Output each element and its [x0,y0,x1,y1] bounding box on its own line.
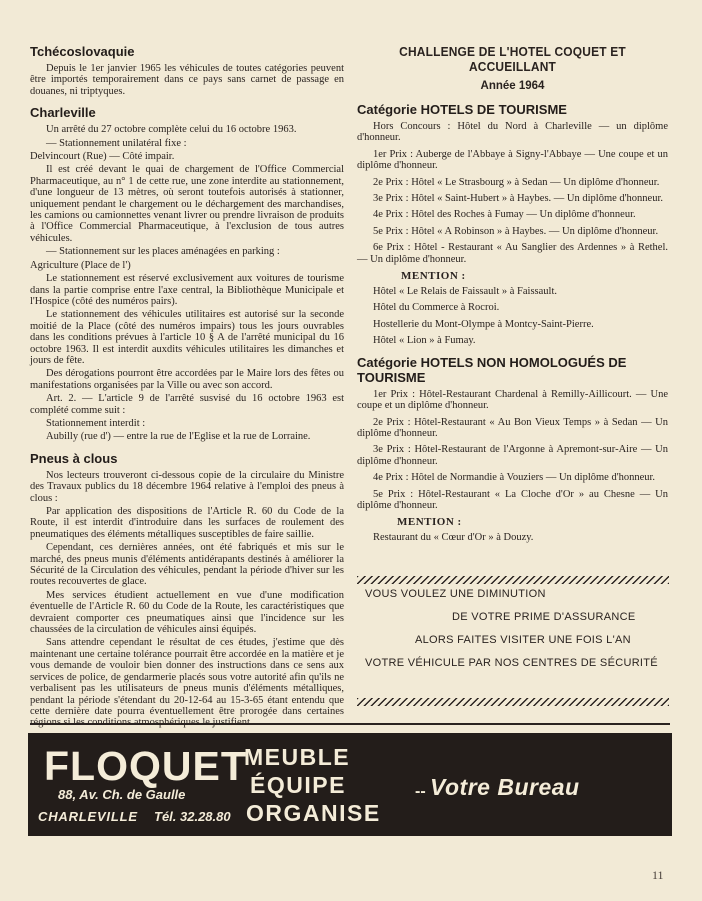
cat2-heading: Catégorie HOTELS NON HOMOLOGUÉS DE TOURISME [357,354,627,385]
charleville-p10: Art. 2. — L'article 9 de l'arrêté susvisé du 16 octobre 1963 est complété comme suit : [30,393,344,416]
pneus-heading: Pneus à clous [30,450,118,466]
advert-phone: Tél. 32.28.80 [154,809,231,824]
page-number: 11 [652,868,664,882]
cat1-mention: Hôtel du Commerce à Rocroi. [373,302,500,314]
charleville-p7: Le stationnement est réservé exclusivement aux voitures de tourisme dans la partie comprise entre l'axe central, la Bibliothèque Municipale et l'Hospice (côté des numéros pairs). [30,273,344,307]
ad-line-1: VOUS VOULEZ UNE DIMINUTION [365,588,546,600]
cat1-item: Hors Concours : Hôtel du Nord à Charleville — un diplôme d'honneur. [357,121,668,144]
cat1-item: 1er Prix : Auberge de l'Abbaye à Signy-l'Abbaye — Une coupe et un diplôme d'honneur. [357,148,668,172]
advert-word-equipe: ÉQUIPE [250,772,346,798]
cat1-item: 3e Prix : Hôtel « Saint-Hubert » à Haybes. — Un diplôme d'honneur. [373,193,664,205]
pneus-p2: Par application des dispositions de l'Article R. 60 du Code de la Route, il est interdit d'introduire dans les surfaces de roulement des pneumatiques des éléments métalliques susceptibles de faire saillie. [30,506,344,540]
cat1-heading: Catégorie HOTELS DE TOURISME [357,102,567,117]
pneus-p1: Nos lecteurs trouveront ci-dessous copie de la circulaire du Ministre des Travaux publics du 18 décembre 1964 relative à l'emploi des pneus à clous : [30,469,344,504]
cat1-item: 6e Prix : Hôtel - Restaurant « Au Sanglier des Ardennes » à Rethel. — Un diplôme d'honneur. [357,242,668,265]
advert-city: CHARLEVILLE [38,809,138,824]
pneus-p3: Cependant, ces dernières années, ont été fabriqués et mis sur le marché, des pneus munis d'éléments antidérapants destinés à améliorer la Sécurité de la Circulation des véhicules, pendant la période d'hiver sur les routes recouvertes de glace. [30,542,344,588]
ad-line-4: VOTRE VÉHICULE PAR NOS CENTRES DE SÉCURITÉ [365,657,658,669]
cat1-item: 5e Prix : Hôtel « A Robinson » à Haybes. — Un diplôme d'honneur. [373,225,659,237]
advert-dash: -- [415,783,426,800]
left-column [30,44,344,731]
cat2-item: 5e Prix : Hôtel-Restaurant « La Cloche d'Or » au Chesne — Un diplôme d'honneur. [357,488,668,511]
cat1-item: 4e Prix : Hôtel des Roches à Fumay — Un diplôme d'honneur. [373,209,636,221]
charleville-p2: — Stationnement unilatéral fixe : [46,137,187,149]
charleville-p5: — Stationnement sur les places aménagées en parking : [46,246,280,258]
charleville-heading: Charleville [30,105,96,121]
ad-border-bottom [357,698,669,706]
challenge-title: CHALLENGE DE L'HOTEL COQUET ET ACCUEILLANT [399,44,626,74]
advert-address: 88, Av. Ch. de Gaulle [58,787,186,802]
section-divider [30,723,670,725]
tchecoslovaquie-text: Depuis le 1er janvier 1965 les véhicules de toutes catégories peuvent être importés temporairement dans ce pays sans carnet de passage en douanes, ni triptyques. [30,63,344,97]
charleville-p1: Un arrêté du 27 octobre complète celui du 16 octobre 1963. [46,124,297,136]
charleville-p4: Il est créé devant le quai de chargement de l'Office Commercial Pharmaceutique, au n° 1 de cette rue, une zone interdite au stationnement, d'une longueur de 13 mètres, où seront toutefois autorisés à stationner, uniquement pendant le chargement ou le déchargement des marchandises, les camions ou camionnettes venant livrer ou prendre livraison de produits à l'Office Commercial Pharmaceutique, à l'exclusion de tous autres véhicules. [30,164,344,244]
ad-border-top [357,576,669,584]
cat2-item: 3e Prix : Hôtel-Restaurant de l'Argonne à Apremont-sur-Aire — Un diplôme d'honneur. [357,444,668,467]
safety-ad [357,588,669,680]
cat2-item: 2e Prix : Hôtel-Restaurant « Au Bon Vieux Temps » à Sedan — Un diplôme d'honneur. [357,416,668,439]
cat2-item: 1er Prix : Hôtel-Restaurant Chardenal à Remilly-Aillicourt. — Une coupe et un diplôme d'honneur. [357,388,668,412]
advert-slogan: Votre Bureau [430,774,580,800]
charleville-p11: Stationnement interdit : [46,417,146,429]
cat2-item: 4e Prix : Hôtel de Normandie à Vouziers — Un diplôme d'honneur. [373,472,656,484]
charleville-p6: Agriculture (Place de l') [30,259,131,271]
challenge-year: Année 1964 [480,80,545,92]
right-column [357,44,668,549]
cat1-mention: Hostellerie du Mont-Olympe à Montcy-Saint-Pierre. [373,318,594,330]
advert-word-organise: ORGANISE [246,800,381,826]
charleville-p9: Des dérogations pourront être accordées par le Maire lors des fêtes ou manifestations organisées par la Ville ou avec son accord. [30,368,344,391]
tchecoslovaquie-heading: Tchécoslovaquie [30,44,135,59]
cat1-item: 2e Prix : Hôtel « Le Strasbourg » à Sedan — Un diplôme d'honneur. [373,176,660,188]
cat2-mention: Restaurant du « Cœur d'Or » à Douzy. [373,532,534,544]
cat2-mention-label: MENTION : [397,516,462,529]
advert-word-meuble: MEUBLE [244,744,351,770]
charleville-p8: Le stationnement des véhicules utilitaires est autorisé sur la seconde moitié de la Place (côté des numéros impairs) tous les jours ouvrables dans les conditions prévues à l'article 10 § A de l'arrêté municipal du 16 octobre 1963. Il est interdit auxdits véhicules utilitaires les dimanches et jours de fête. [30,309,344,366]
floquet-advert [28,733,672,836]
charleville-p3: Delvincourt (Rue) — Côté impair. [30,151,175,163]
charleville-p12: Aubilly (rue d') — entre la rue de l'Eglise et la rue de Lorraine. [46,431,311,443]
advert-brand: FLOQUET [44,743,247,789]
ad-line-2: DE VOTRE PRIME D'ASSURANCE [452,611,636,623]
cat1-mention: Hôtel « Lion » à Fumay. [373,335,476,347]
ad-line-3: ALORS FAITES VISITER UNE FOIS L'AN [415,634,631,646]
pneus-p4: Mes services étudient actuellement en vue d'une modification éventuelle de l'Article R. 60 du Code de la Route, les caractéristiques que devraient comporter ces pneumatiques ainsi que l'incidence sur les chaussées de la circulation de véhicules ainsi équipés. [30,589,344,636]
cat1-mention-label: MENTION : [401,270,466,283]
cat1-mention: Hôtel « Le Relais de Faissault » à Faissault. [373,286,558,298]
pneus-p5: Sans attendre cependant le résultat de ces études, j'estime que dès maintenant une certaine tolérance pourrait être accordée en la matière et je vous demande de vouloir bien donner des instructions dans ce sens aux services de police, de gendarmerie placés sous votre autorité afin qu'ils ne verbalisent pas les utilisateurs de pneus munis d'éléments métalliques, pendant la période s'étendant du 20-12-64 au 15-3-65 étant entendu que cette dernière date pourra éventuellement être prorogée dans certaines [30,637,344,717]
